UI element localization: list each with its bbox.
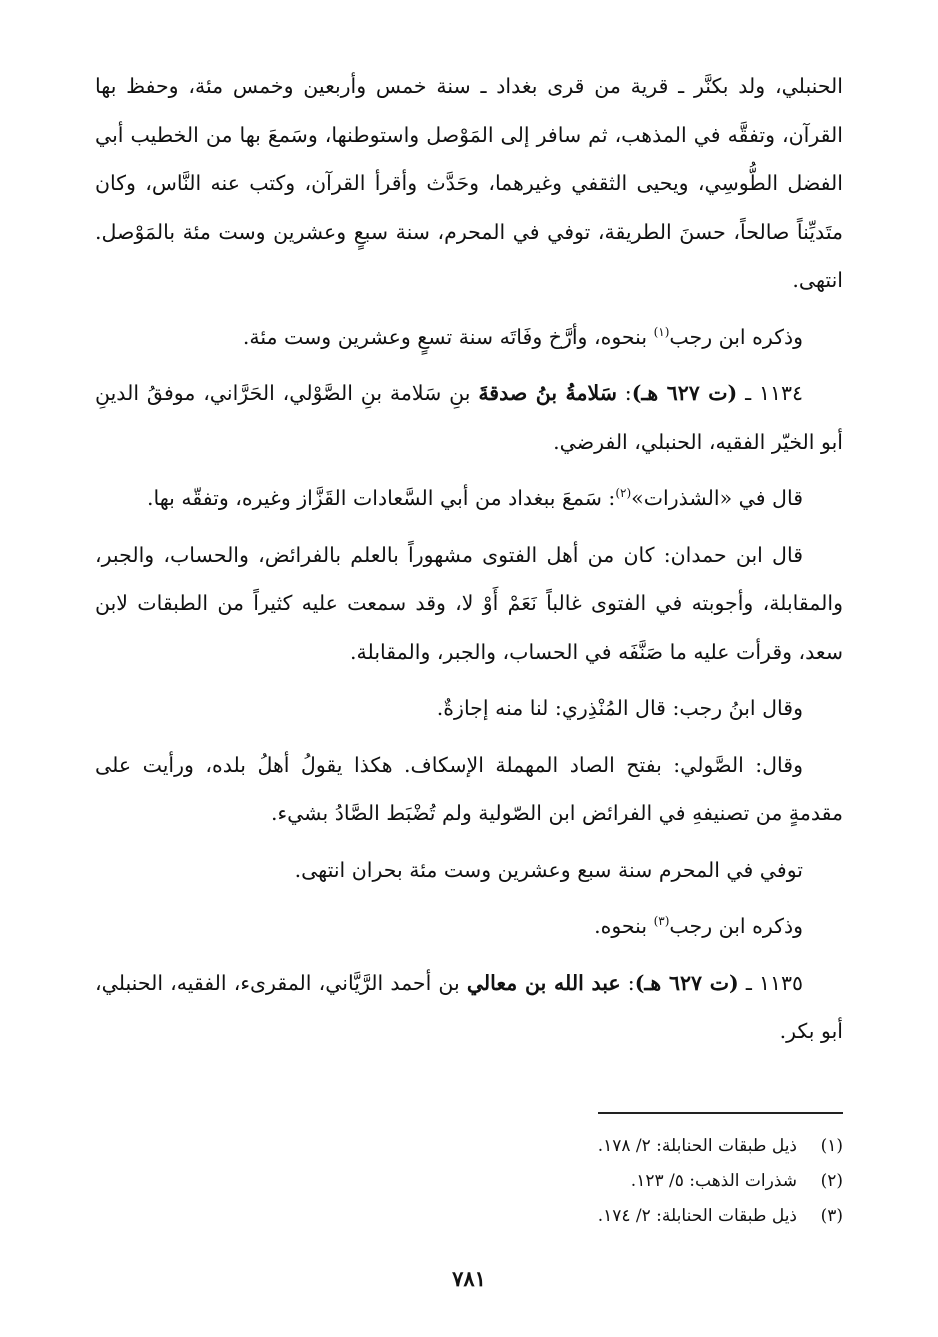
paragraph	[95, 531, 843, 677]
text-run: توفي في المحرم سنة سبع وعشرين وست مئة بحران انتهى.	[294, 857, 803, 882]
footnote-text: شذرات الذهب: ٥/ ١٢٣.	[630, 1170, 797, 1191]
entry-number: ١١٣٤ ـ	[737, 381, 803, 405]
footnote-item	[323, 1163, 843, 1198]
text-run: بنحوه.	[594, 914, 654, 938]
footnote-marker[interactable]: (١)	[653, 324, 670, 339]
footnote-marker[interactable]: (٢)	[615, 486, 632, 501]
paragraph	[95, 846, 843, 895]
paragraph	[95, 684, 843, 733]
paragraph	[95, 741, 843, 838]
paragraph	[95, 62, 843, 305]
page-number: ٧٨١	[452, 1266, 486, 1291]
footnote-number: (١)	[820, 1135, 843, 1156]
text-run: قال في «الشذرات»	[631, 486, 803, 510]
person-name: عبد الله بن معالي	[466, 970, 621, 995]
text-run: وذكره ابن رجب	[669, 324, 803, 349]
footnotes	[323, 1128, 843, 1233]
paragraph	[95, 313, 843, 362]
footnote-text: ذيل طبقات الحنابلة: ٢/ ١٧٤.	[597, 1205, 797, 1226]
paragraph	[95, 474, 843, 523]
footnote-divider	[598, 1112, 843, 1114]
text-run: وقال: الصَّولي: بفتح الصاد المهملة الإسكاف. هكذا يقولُ أهلُ بلده، ورأيت على مقدمةٍ من تصنيفهِ في الفرائض ابن الصّولية ولم تُضْبَط الصَّادُ بشيء.	[95, 752, 843, 825]
entry-heading-1134	[95, 369, 843, 466]
footnote-item	[323, 1128, 843, 1163]
footnote-number: (٣)	[820, 1205, 843, 1226]
text-run: بنحوه، وأرَّخ وفَاتَه سنة تسعٍ وعشرين وست مئة.	[242, 324, 654, 349]
paragraph	[95, 902, 843, 951]
person-name: سَلامةُ بنُ صدقةَ	[478, 381, 617, 405]
death-date: (ت ٦٢٧ هـ)	[631, 381, 738, 405]
text-run: الحنبلي، ولد بكنَّر ـ قرية من قرى بغداد ـ سنة خمس وأربعين وخمس مئة، وحفظ بها القرآن، وتفقَّه في المذهب، ثم سافر إلى المَوْصل واستوطنها، وسَمعَ بها من الخطيب أبي الفضل الطُّوسِي، ويحيى الثقفي وغيرهما، وحَدَّث وأقرأ القرآن، وكتب عنه النَّاس، وكان متَديِّناً صالحاً، حسنَ الطريقة، توفي في المحرم، سنة سبعٍ وعشرين وست مئة بالمَوْصل. انتهى.	[95, 74, 843, 292]
text-run: بنِ سَلامة بنِ الصَّوْلي، الحَرَّاني، موفقُ الدينِ أبو الخيّر الفقيه، الحنبلي، الفرضي.	[95, 381, 843, 454]
death-date: (ت ٦٢٧ هـ)	[634, 970, 739, 995]
text-run: :	[620, 970, 635, 995]
entry-heading-1135	[95, 959, 843, 1056]
footnote-number: (٢)	[820, 1170, 843, 1191]
text-run: وذكره ابن رجب	[669, 914, 803, 938]
text-run: قال ابن حمدان: كان من أهل الفتوى مشهوراً بالعلم بالفرائض، والحساب، والجبر، والمقابلة، وأجوبته في الفتوى غالباً نَعَمْ أَوْ لا، وقد سمعت عليه كثيراً من الطبقات لابن سعد، وقرأت عليه ما صَنَّفَه في الحساب، والجبر، والمقابلة.	[95, 542, 843, 664]
text-run: وقال ابنُ رجب: قال المُنْذِري: لنا منه إجازةٌ.	[436, 696, 803, 720]
main-text	[95, 62, 843, 1064]
footnote-marker[interactable]: (٣)	[653, 914, 670, 929]
text-run: : سَمعَ ببغداد من أبي السَّعادات القَزَّاز وغيره، وتفقّه بها.	[146, 486, 616, 510]
footnote-text: ذيل طبقات الحنابلة: ٢/ ١٧٨.	[597, 1135, 797, 1156]
text-run: بن أحمد الرَّيَّاني، المقرىء، الفقيه، الحنبلي، أبو بكر.	[95, 970, 843, 1043]
entry-number: ١١٣٥ ـ	[738, 970, 803, 995]
footnote-item	[323, 1198, 843, 1233]
text-run: :	[616, 381, 632, 405]
